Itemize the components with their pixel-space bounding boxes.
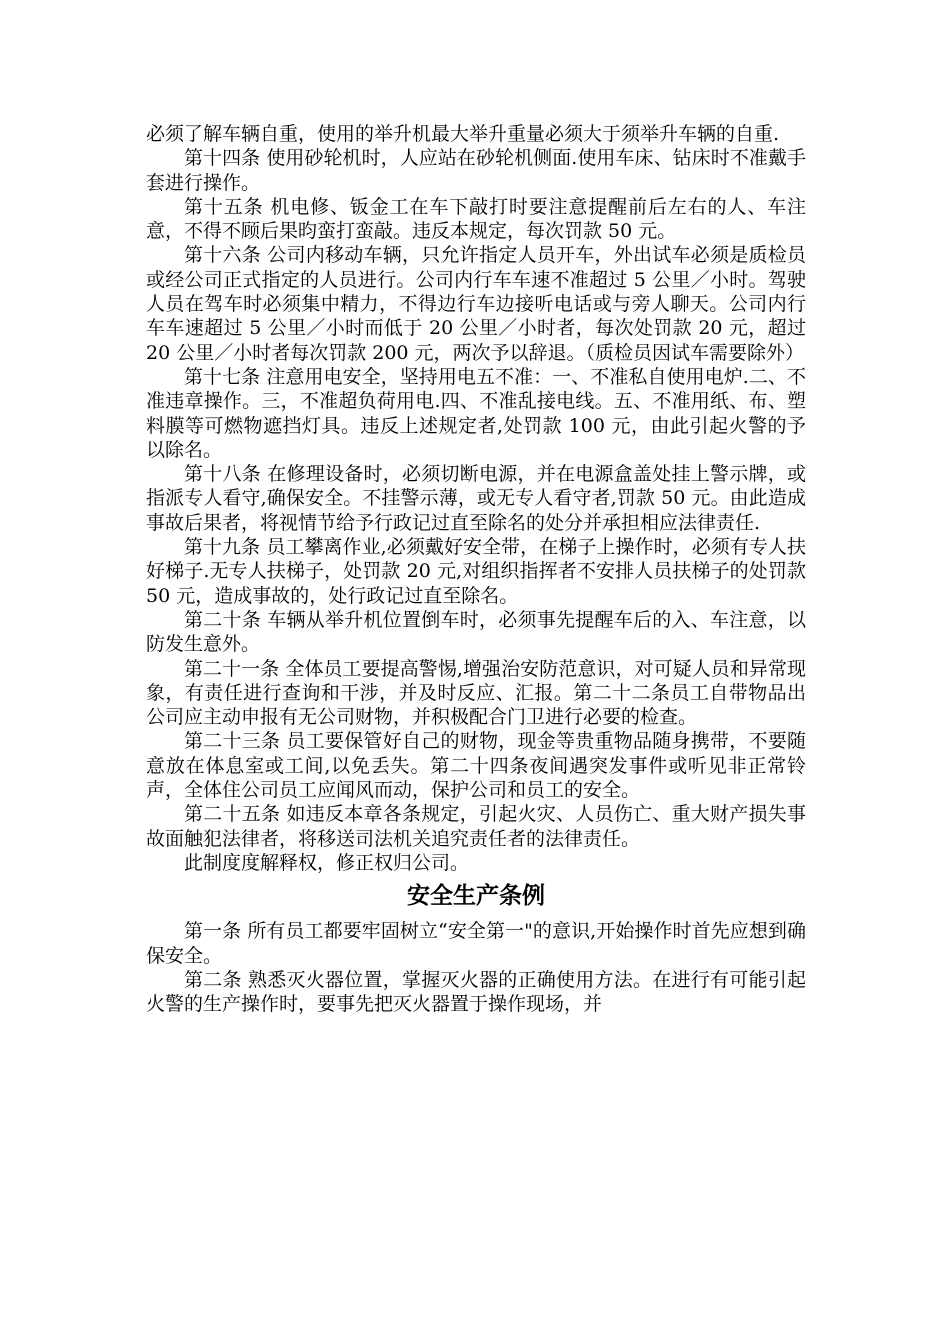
article-15: 第十五条 机电修、钣金工在车下敲打时要注意提醒前后左右的人、车注意，不得不顾后果昀蛮打蛮敲。违反本规定，每次罚款 50 元。 [146, 195, 806, 243]
article-25: 第二十五条 如违反本章各条规定，引起火灾、人员伤亡、重大财产损失事故面触犯法律者，将移送司法机关追究责任者的法律责任。 [146, 803, 806, 850]
section-title: 安全生产条例 [407, 883, 545, 910]
article-14: 第十四条 使用砂轮机时，人应站在砂轮机侧面.使用车床、钻床时不准戴手套进行操作。 [146, 147, 806, 194]
article-18: 第十八条 在修理设备时，必须切断电源，并在电源盒盖处挂上警示牌，或指派专人看守,确保安全。不挂警示薄，或无专人看守者,罚款 50 元。由此造成事故后果者，将视情节给予行政记过直至除名的处分并承担相应法律责任. [146, 463, 806, 534]
section-article-1: 第一条 所有员工都要牢固树立“安全第一"的意识,开始操作时首先应想到确保安全。 [146, 920, 806, 967]
article-17: 第十七条 注意用电安全，坚持用电五不准：一、不准私自使用电炉.二、不准违章操作。三，不准超负荷用电.四、不准乱接电线。五、不准用纸、布、塑料膜等可燃物遮挡灯具。违反上述规定者,处罚款 100 元，由此引起火警的予以除名。 [146, 365, 806, 461]
interpretation-note: 此制度度解释权，修正权归公司。 [184, 851, 470, 874]
article-20: 第二十条 车辆从举升机位置倒车时，必须事先提醒车后的入、车注意，以防发生意外。 [146, 608, 806, 656]
continuation-paragraph: 必须了解车辆自重，使用的举升机最大举升重量必须大于须举升车辆的自重. [146, 123, 780, 145]
article-23: 第二十三条 员工要保管好自己的财物，现金等贵重物品随身携带，不要随意放在体息室或工间,以免丢失。第二十四条夜间遇突发事件或听见非正常铃声，全体住公司员工应闻风而动，保护公司和员工的安全。 [146, 730, 806, 802]
section-article-2: 第二条 熟悉灭火器位置，掌握灭火器的正确使用方法。在进行有可能引起火警的生产操作时，要事先把灭火器置于操作现场，并 [146, 968, 806, 1016]
document-page [146, 122, 806, 1016]
article-16: 第十六条 公司内移动车辆，只允许指定人员开车，外出试车必须是质检员或经公司正式指定的人员进行。公司内行车车速不准超过 5 公里／小时。驾驶人员在驾车时必须集中精力，不得边行车边接听电话或与旁人聊天。公司内行车车速超过 5 公里／小时而低于 20 公里／小时者，每次处罚款 20 元，超过 20 公里／小时者每次罚款 200 元，两次予以辞退。（质检员因试车需要除外） [146, 244, 806, 364]
article-19: 第十九条 员工攀离作业,必须戴好安全带，在梯子上操作时，必须有专人扶好梯子.无专人扶梯子，处罚款 20 元,对组织指挥者不安排人员扶梯子的处罚款 50 元，造成事故的，处行政记过直至除名。 [146, 536, 806, 607]
article-21: 第二十一条 全体员工要提高警惕,增强治安防范意识，对可疑人员和异常现象，有责任进行查询和干涉，并及时反应、汇报。第二十二条员工自带物品出公司应主动申报有无公司财物，并积极配合门卫进行必要的检查。 [146, 657, 806, 729]
